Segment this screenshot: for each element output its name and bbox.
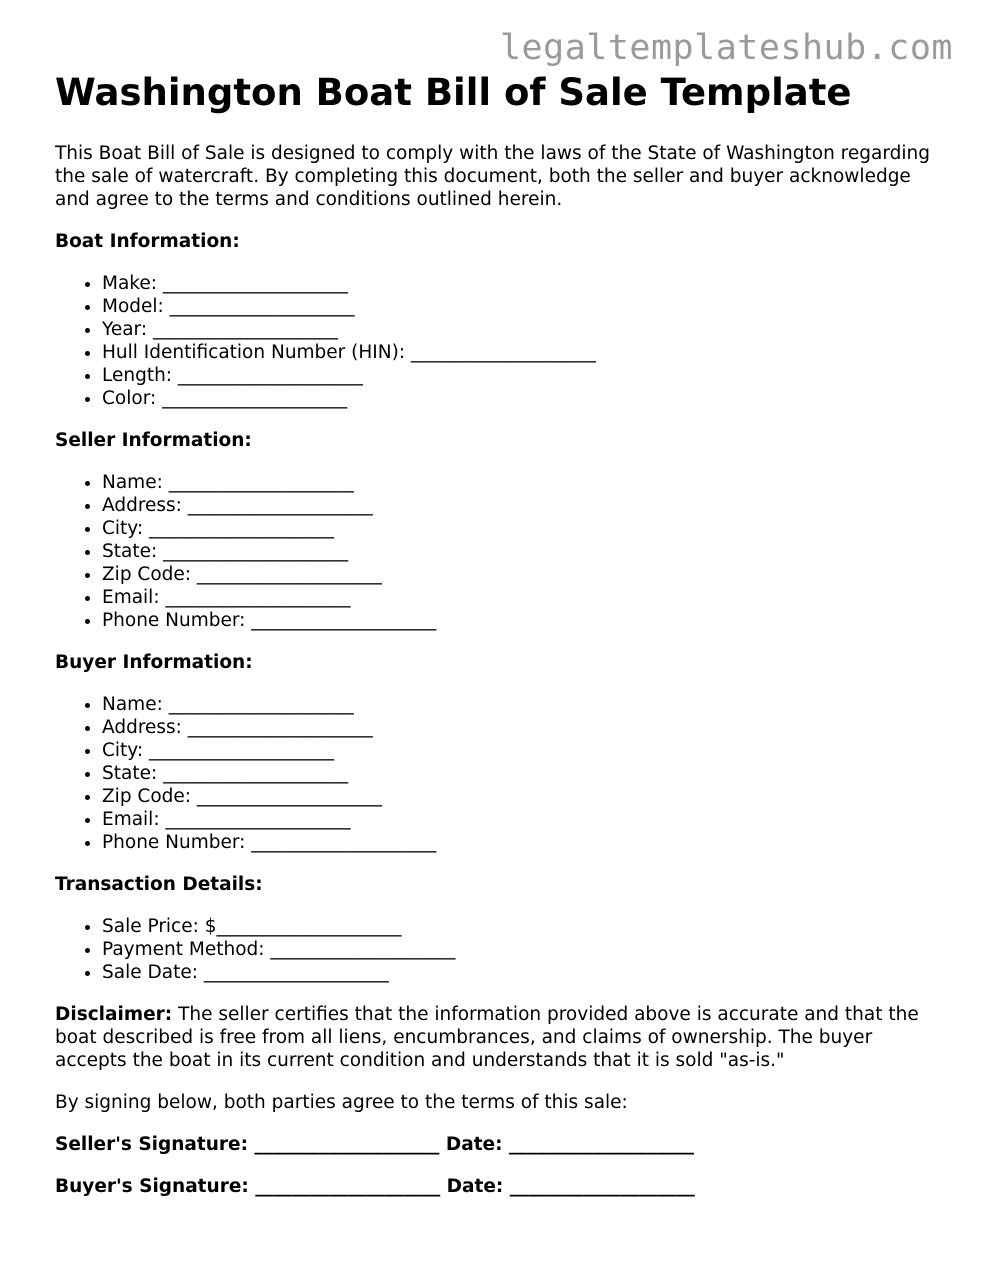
- list-item: • Phone Number: ____________________: [102, 831, 935, 854]
- list-item: • Name: ____________________: [102, 471, 935, 494]
- signing-statement: By signing below, both parties agree to the terms of this sale:: [55, 1092, 628, 1113]
- seller-info-list: [55, 471, 935, 632]
- disclaimer: [55, 1003, 935, 1072]
- list-item: • Phone Number: ____________________: [102, 609, 935, 632]
- list-item: • Color: ____________________: [102, 387, 935, 410]
- list-item: • Year: ____________________: [102, 318, 935, 341]
- list-item: • Sale Price: $____________________: [102, 915, 935, 938]
- list-item: • Email: ____________________: [102, 808, 935, 831]
- buyer-info-list: [55, 693, 935, 854]
- intro-paragraph: This Boat Bill of Sale is designed to comply with the laws of the State of Washington regarding the sale of watercraft. By completing this document, both the seller and buyer acknowledge and agree to the terms and conditions outlined herein.: [55, 143, 930, 210]
- page-title: Washington Boat Bill of Sale Template: [55, 71, 852, 114]
- transaction-list: [55, 915, 935, 984]
- seller-info-heading: Seller Information:: [55, 430, 252, 451]
- list-item: • Sale Date: ____________________: [102, 961, 935, 984]
- list-item: • State: ____________________: [102, 540, 935, 563]
- buyer-signature-line: Buyer's Signature: ____________________ Date: ____________________: [55, 1176, 695, 1197]
- seller-signature-line: Seller's Signature: ____________________ Date: ____________________: [55, 1134, 694, 1155]
- list-item: • Zip Code: ____________________: [102, 785, 935, 808]
- list-item: • Email: ____________________: [102, 586, 935, 609]
- list-item: • City: ____________________: [102, 739, 935, 762]
- list-item: • State: ____________________: [102, 762, 935, 785]
- list-item: • Payment Method: ____________________: [102, 938, 935, 961]
- list-item: • Hull Identification Number (HIN): ____________________: [102, 341, 935, 364]
- list-item: • City: ____________________: [102, 517, 935, 540]
- list-item: • Model: ____________________: [102, 295, 935, 318]
- list-item: • Zip Code: ____________________: [102, 563, 935, 586]
- list-item: • Address: ____________________: [102, 494, 935, 517]
- list-item: • Make: ____________________: [102, 272, 935, 295]
- buyer-info-heading: Buyer Information:: [55, 652, 253, 673]
- document: [55, 70, 935, 1198]
- boat-info-heading: Boat Information:: [55, 231, 240, 252]
- boat-info-list: [55, 272, 935, 410]
- list-item: • Name: ____________________: [102, 693, 935, 716]
- disclaimer-label: Disclaimer:: [55, 1004, 173, 1025]
- watermark: legaltemplateshub.com: [499, 28, 953, 68]
- list-item: • Length: ____________________: [102, 364, 935, 387]
- transaction-heading: Transaction Details:: [55, 874, 263, 895]
- list-item: • Address: ____________________: [102, 716, 935, 739]
- disclaimer-text: The seller certifies that the information provided above is accurate and that the boat described is free from all liens, encumbrances, and claims of ownership. The buyer accepts the boat in its current condition and understands that it is sold "as-is.": [55, 1004, 919, 1071]
